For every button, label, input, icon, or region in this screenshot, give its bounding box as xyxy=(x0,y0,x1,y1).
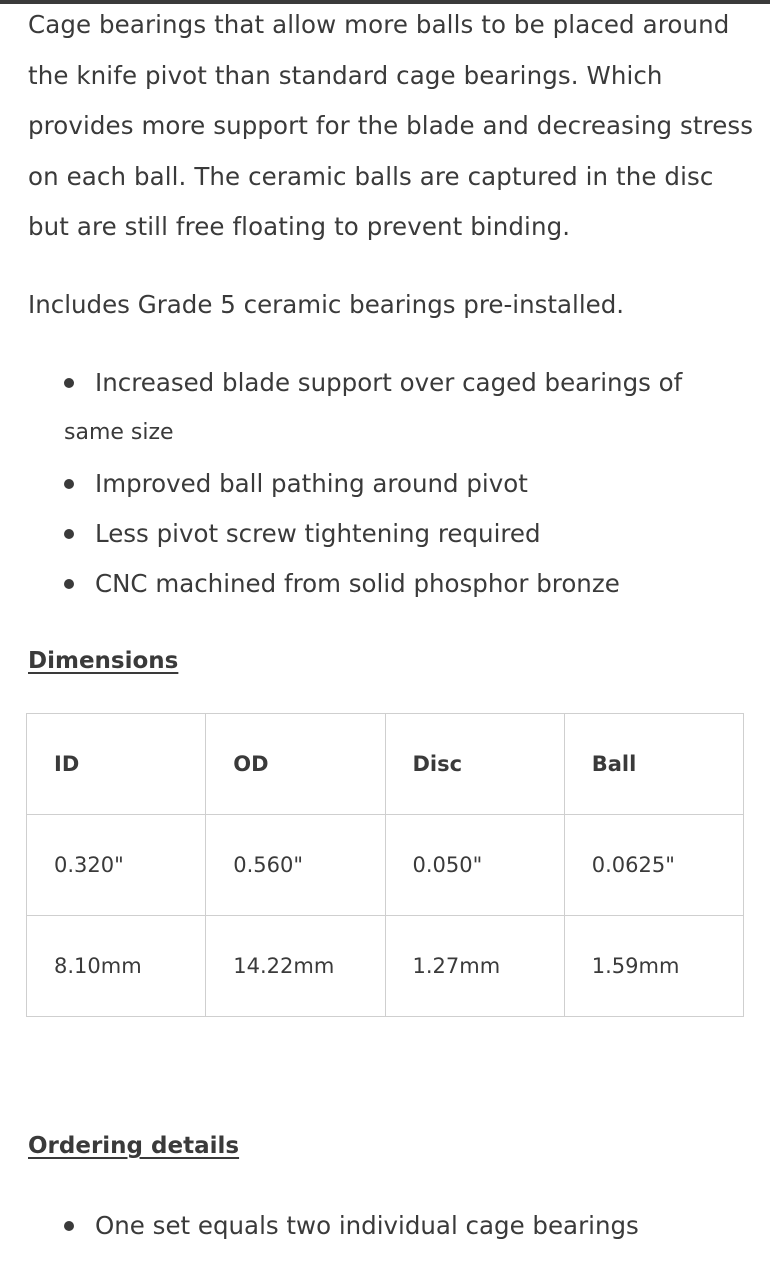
table-cell: 1.59mm xyxy=(564,916,743,1017)
table-cell: 8.10mm xyxy=(27,916,206,1017)
table-cell: 14.22mm xyxy=(206,916,385,1017)
grade-note: Includes Grade 5 ceramic bearings pre-installed. xyxy=(28,290,625,319)
table-header-id: ID xyxy=(27,714,206,815)
feature-text-continued: same size xyxy=(64,420,174,446)
feature-list xyxy=(64,358,744,609)
intro-paragraph: Cage bearings that allow more balls to be placed around the knife pivot than standard cage bearings. Which provides more support for the blade and decreasing stress on each ball. The ceramic balls are captured in the disc but are still free floating to prevent binding. xyxy=(28,10,754,241)
ordering-list xyxy=(64,1201,744,1251)
dimensions-table xyxy=(26,713,744,1017)
table-cell: 0.560" xyxy=(206,815,385,916)
feature-text: Increased blade support over caged bearings of xyxy=(95,368,683,397)
list-item: Improved ball pathing around pivot xyxy=(64,459,744,509)
table-header-row xyxy=(27,714,744,815)
table-header-disc: Disc xyxy=(385,714,564,815)
list-item: Less pivot screw tightening required xyxy=(64,509,744,559)
table-row xyxy=(27,916,744,1017)
ordering-heading: Ordering details xyxy=(28,1133,240,1159)
list-item xyxy=(64,358,744,459)
table-header-ball: Ball xyxy=(564,714,743,815)
table-cell: 0.320" xyxy=(27,815,206,916)
list-item: One set equals two individual cage bearings xyxy=(64,1201,744,1251)
table-header-od: OD xyxy=(206,714,385,815)
table-cell: 0.0625" xyxy=(564,815,743,916)
dimensions-heading: Dimensions xyxy=(28,648,179,674)
table-cell: 0.050" xyxy=(385,815,564,916)
list-item: CNC machined from solid phosphor bronze xyxy=(64,559,744,609)
table-cell: 1.27mm xyxy=(385,916,564,1017)
table-row xyxy=(27,815,744,916)
